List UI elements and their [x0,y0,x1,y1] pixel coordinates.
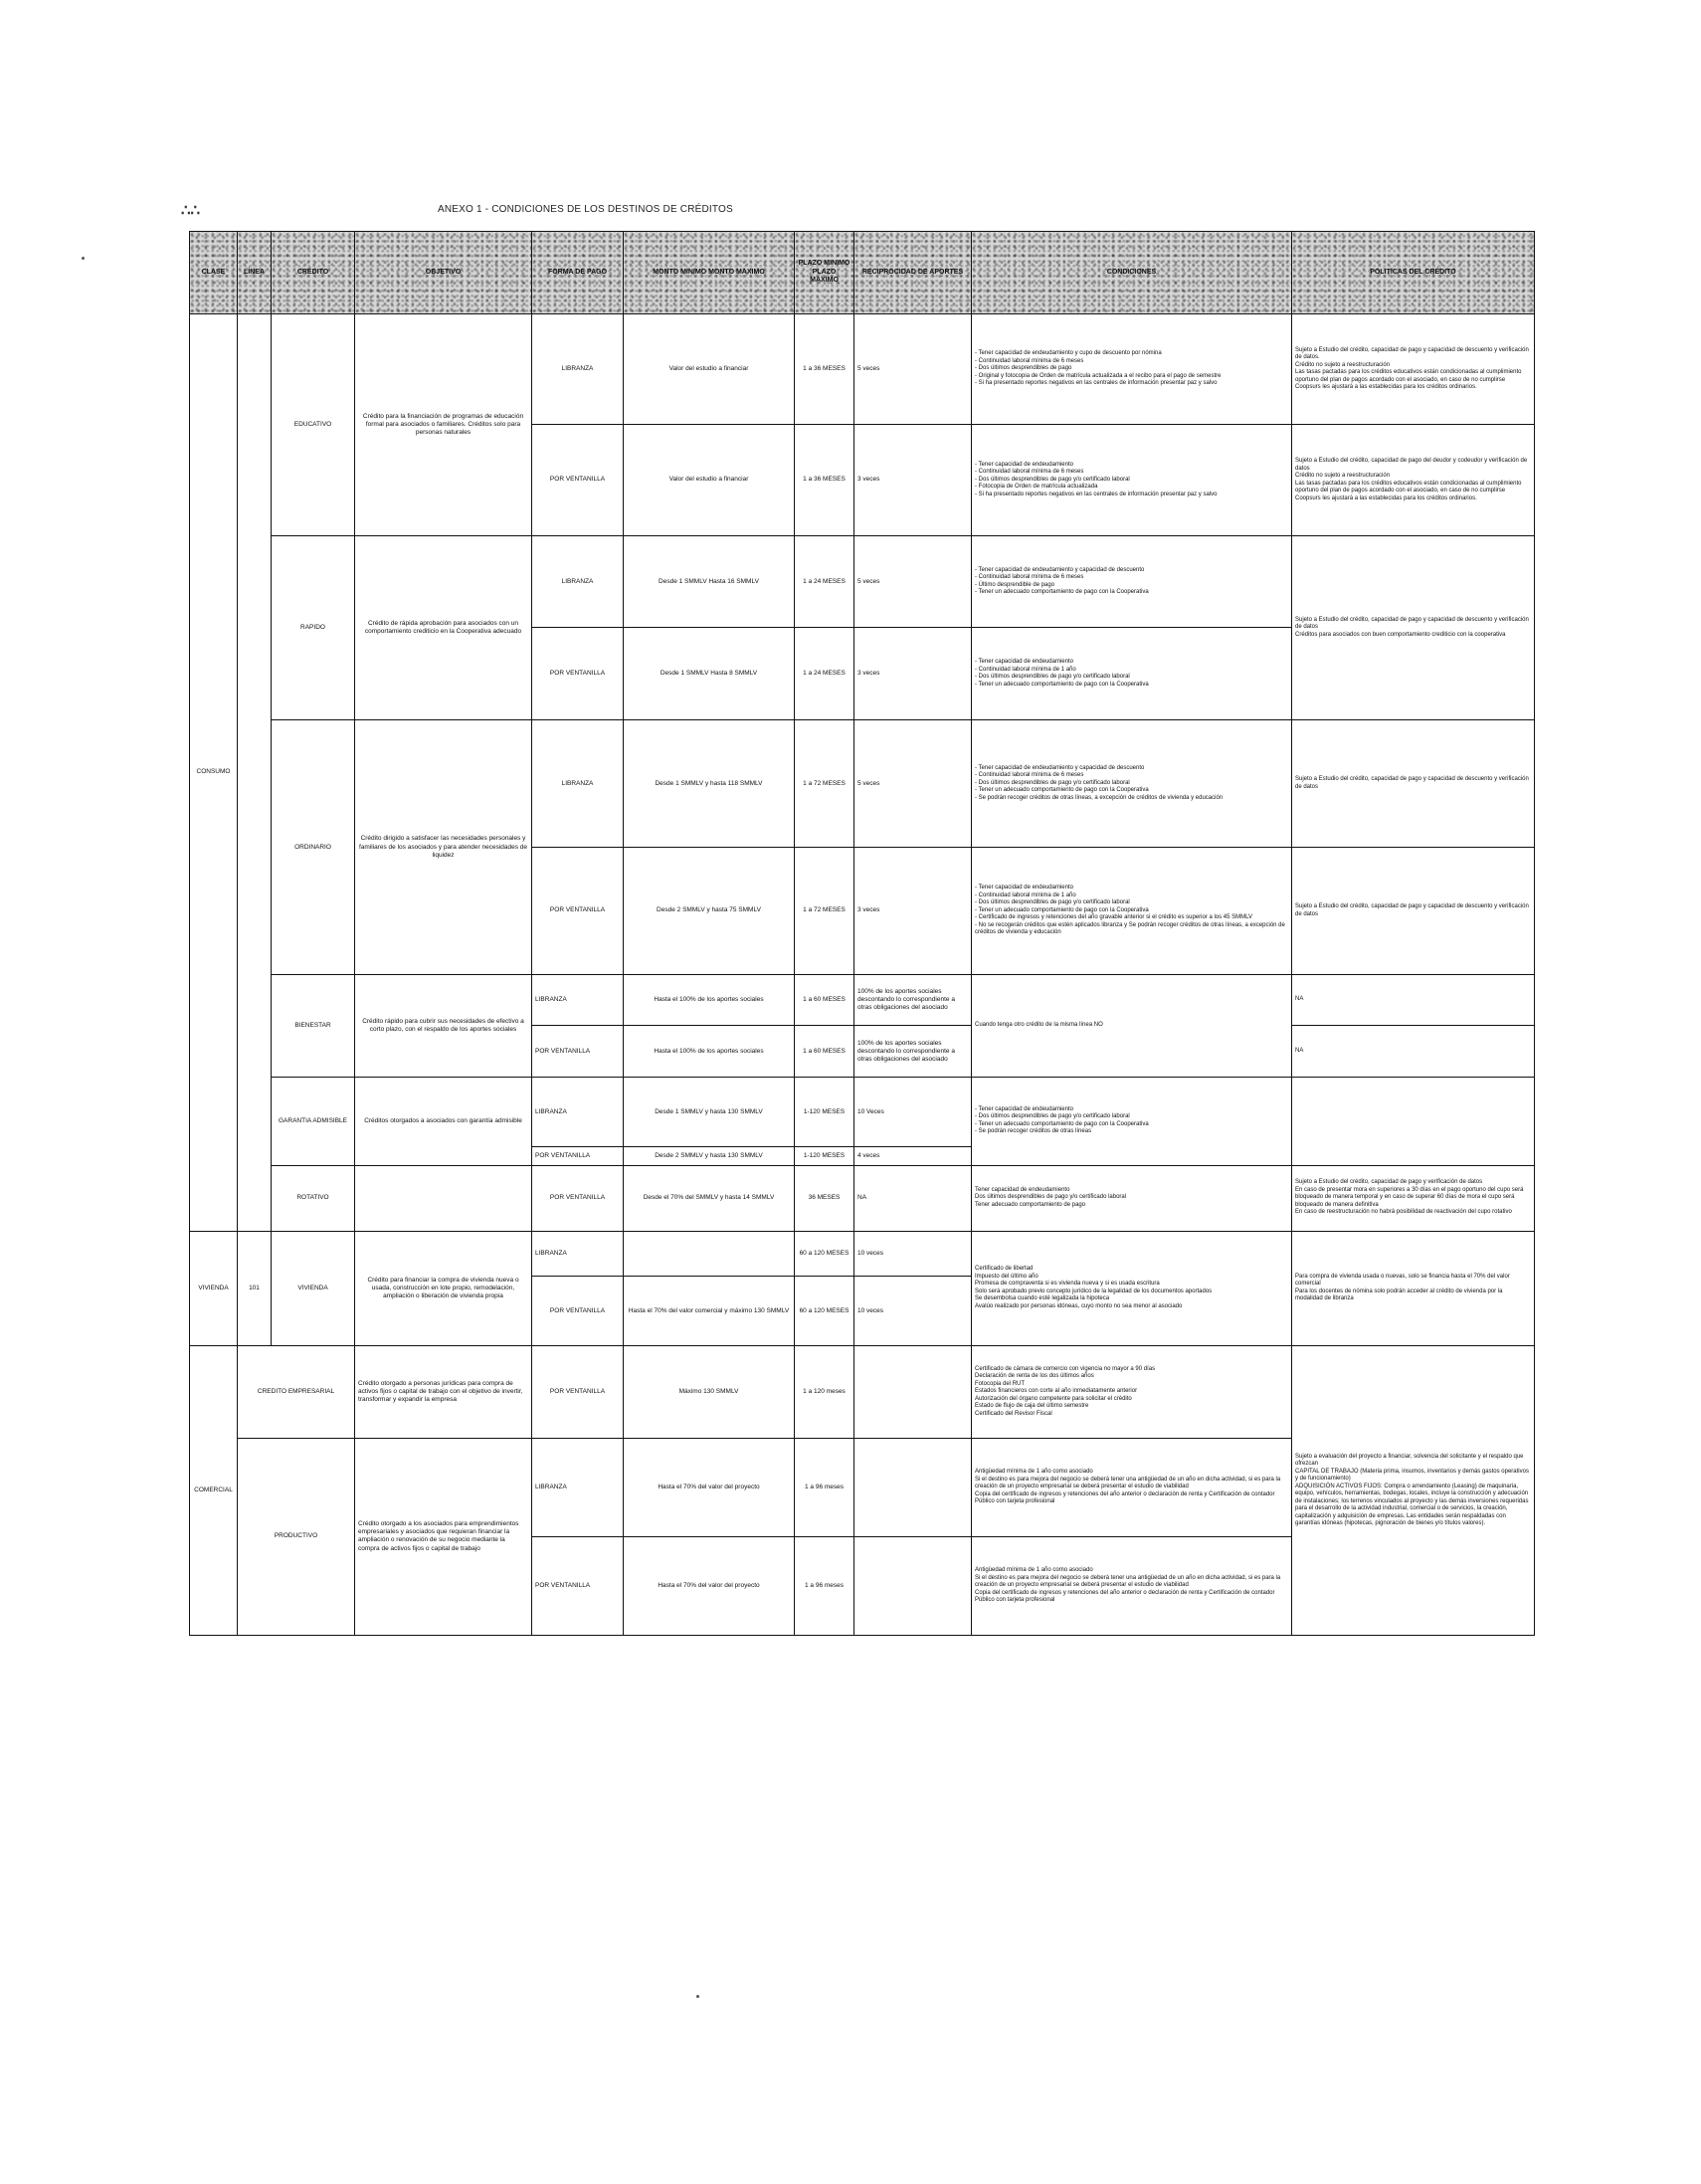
reciprocity [854,1536,972,1635]
payment-method: POR VENTANILLA [532,1277,624,1346]
conditions-cell: - Tener capacidad de endeudamiento - Continuidad laboral mínima de 6 meses - Dos últimos desprendibles de pago y/o certificado laboral - Fotocopia de Orden de matrícula actualizada - Si ha presentado reportes negativos en las centrales de información presentar paz y salvo [972,425,1292,535]
reciprocity [854,1438,972,1536]
policies-cell: Sujeto a evaluación del proyecto a financiar, solvencia del solicitante y el respaldo que ofrezcan CAPITAL DE TRABAJO (Materia prima, insumos, inventarios y demás gastos operativos y de funcionamiento) ADQUISICIÓN ACTIVOS FIJOS: Compra o arrendamiento (Leasing) de maquinaria, equipo, vehículos, herramientas, bodegas, locales, incluye la construcción y adecuación de instalaciones; los terrenos vinculados al proyecto y las demás inversiones requeridas para el desarrollo de la actividad industrial, comercial o de servicios, la creación, capitalización y adquisición de empresas. Las entidades serán respaldadas con garantías idóneas (hipotecas, pignoración de bienes y/o títulos valores). [1292,1346,1535,1636]
policies-cell [1292,1078,1535,1166]
credit-ordinario: ORDINARIO [272,720,355,975]
reciprocity: NA [854,1165,972,1231]
amount-range: Hasta el 70% del valor comercial y máximo 130 SMMLV [624,1277,795,1346]
payment-method: LIBRANZA [532,720,624,848]
credit-rapido: RAPIDO [272,535,355,720]
objective-cell: Crédito otorgado a los asociados para emprendimientos empresariales y asociados que requieran financiar la ampliación o renovación de su negocio mediante la compra de activos fijos o capital de trabajo [355,1438,532,1635]
table-row [190,314,1535,425]
conditions-cell: Cuando tenga otro crédito de la misma línea NO [972,974,1292,1077]
objective-cell: Crédito para la financiación de programas de educación formal para asociados o familiares. Créditos solo para personas naturales [355,314,532,536]
payment-method: POR VENTANILLA [532,1165,624,1231]
class-vivienda: VIVIENDA [190,1231,238,1345]
credit-conditions-table [189,231,1535,1636]
term-range: 1-120 MESES [795,1147,854,1166]
header-clase: CLASE [190,232,238,314]
header-forma-pago: FORMA DE PAGO [532,232,624,314]
payment-method: POR VENTANILLA [532,1147,624,1166]
payment-method: POR VENTANILLA [532,1026,624,1078]
policies-cell: NA [1292,974,1535,1026]
header-monto: MONTO MINIMO MONTO MAXIMO [624,232,795,314]
amount-range: Valor del estudio a financiar [624,314,795,425]
term-range: 1 a 96 meses [795,1536,854,1635]
amount-range [624,1231,795,1276]
header-condiciones: CONDICIONES [972,232,1292,314]
payment-method: LIBRANZA [532,1438,624,1536]
conditions-cell: - Tener capacidad de endeudamiento y capacidad de descuento - Continuidad laboral mínima de 6 meses - Último desprendible de pago - Tener un adecuado comportamiento de pago con la Cooperativa [972,535,1292,628]
term-range: 60 a 120 MESES [795,1277,854,1346]
policies-cell: Sujeto a Estudio del crédito, capacidad de pago y capacidad de descuento y verificación de datos [1292,720,1535,848]
term-range: 60 a 120 MESES [795,1231,854,1276]
credit-educativo: EDUCATIVO [272,314,355,536]
term-range: 1 a 96 meses [795,1438,854,1536]
payment-method: POR VENTANILLA [532,628,624,720]
conditions-cell: - Tener capacidad de endeudamiento - Continuidad laboral mínima de 1 año - Dos últimos desprendibles de pago y/o certificado laboral - Tener un adecuado comportamiento de pago con la Cooperativa [972,628,1292,720]
scan-speck [696,1995,699,1998]
conditions-cell: - Tener capacidad de endeudamiento - Dos últimos desprendibles de pago y/o certificado laboral - Tener un adecuado comportamiento de pago con la Cooperativa - Se podrán recoger créditos de otras líneas [972,1078,1292,1166]
credit-garantia-admisible: GARANTIA ADMISIBLE [272,1078,355,1166]
conditions-cell: Certificado de cámara de comercio con vigencia no mayor a 90 días Declaración de renta de los dos últimos años Fotocopia del RUT Estados financieros con corte al año inmediatamente anterior Autorización del órgano competente para solicitar el crédito Estado de flujo de caja del último semestre Certificado del Revisor Fiscal [972,1346,1292,1439]
term-range: 1 a 72 MESES [795,720,854,848]
objective-cell: Crédito de rápida aprobación para asociados con un comportamiento crediticio en la Cooperativa adecuado [355,535,532,720]
term-range: 1 a 36 MESES [795,314,854,425]
term-range: 1 a 60 MESES [795,1026,854,1078]
linea-cell [238,314,272,1232]
table-row [190,535,1535,628]
table-row [190,1346,1535,1439]
document-title: ANEXO 1 - CONDICIONES DE LOS DESTINOS DE CRÉDITOS [438,204,733,215]
table-row [190,720,1535,848]
policies-cell: Sujeto a Estudio del crédito, capacidad de pago y verificación de datos En caso de presentar mora en superiores a 30 días en el pago oportuno del cupo será bloqueado de manera temporal y en caso de superar 60 días de mora el cupo será bloqueado de manera definitiva En caso de reestructuración no habrá posibilidad de reactivación del cupo rotativo [1292,1165,1535,1231]
reciprocity: 4 veces [854,1147,972,1166]
header-linea: LÍNEA [238,232,272,314]
class-consumo: CONSUMO [190,314,238,1232]
term-range: 1 a 36 MESES [795,425,854,535]
objective-cell: Crédito rápido para cubrir sus necesidades de efectivo a corto plazo, con el respaldo de los aportes sociales [355,974,532,1077]
reciprocity: 10 veces [854,1277,972,1346]
conditions-cell: - Tener capacidad de endeudamiento y cupo de descuento por nómina - Continuidad laboral mínima de 6 meses - Dos últimos desprendibles de pago - Original y fotocopia de Orden de matrícula actualizada a el recibo para el pago de semestre - Si ha presentado reportes negativos en las centrales de información presentar paz y salvo [972,314,1292,425]
amount-range: Desde 1 SMMLV Hasta 8 SMMLV [624,628,795,720]
table-row [190,1078,1535,1147]
header-politicas: POLITICAS DEL CRÉDITO [1292,232,1535,314]
payment-method: LIBRANZA [532,1231,624,1276]
amount-range: Valor del estudio a financiar [624,425,795,535]
conditions-cell: Tener capacidad de endeudamiento Dos últimos desprendibles de pago y/o certificado laboral Tener adecuado comportamiento de pago [972,1165,1292,1231]
policies-cell: Sujeto a Estudio del crédito, capacidad de pago y capacidad de descuento y verificación de datos Créditos para asociados con buen comportamiento crediticio con la cooperativa [1292,535,1535,720]
credit-productivo: PRODUCTIVO [238,1438,355,1635]
reciprocity: 3 veces [854,628,972,720]
objective-cell: Créditos otorgados a asociados con garantía admisible [355,1078,532,1166]
amount-range: Desde 1 SMMLV y hasta 130 SMMLV [624,1078,795,1147]
objective-cell: Crédito para financiar la compra de vivienda nueva o usada, construcción en lote propio, remodelación, ampliación o liberación de vivienda propia [355,1231,532,1345]
policies-cell: Sujeto a Estudio del crédito, capacidad de pago del deudor y codeudor y verificación de datos Crédito no sujeto a reestructuración Las tasas pactadas para los créditos educativos están condicionadas al cumplimiento oportuno del plan de pagos acordado con el asociado, en caso de no cumplirse Coopsurs les ajustará a las establecidas para los créditos ordinarios. [1292,425,1535,535]
payment-method: POR VENTANILLA [532,1536,624,1635]
amount-range: Desde 2 SMMLV y hasta 75 SMMLV [624,848,795,975]
reciprocity [854,1346,972,1439]
reciprocity: 10 veces [854,1231,972,1276]
table-header-row [190,232,1535,314]
header-credito: CRÉDITO [272,232,355,314]
linea-vivienda: 101 [238,1231,272,1345]
amount-range: Desde 2 SMMLV y hasta 130 SMMLV [624,1147,795,1166]
credit-rotativo: ROTATIVO [272,1165,355,1231]
payment-method: LIBRANZA [532,1078,624,1147]
conditions-cell: Antigüedad mínima de 1 año como asociado Si el destino es para mejora del negocio se deberá tener una antigüedad de un año en dicha actividad, si es para la creación de un proyecto empresarial se deberá presentar el estudio de viabilidad Copia del certificado de ingresos y retenciones del año anterior o declaración de renta y Certificación de contador Público con tarjeta profesional [972,1438,1292,1536]
policies-cell: NA [1292,1026,1535,1078]
policies-cell: Para compra de vivienda usada o nuevas, solo se financia hasta el 70% del valor comercial Para los docentes de nómina solo podrán acceder al crédito de vivienda por la modalidad de libranza [1292,1231,1535,1345]
header-reciprocidad: RECIPROCIDAD DE APORTES [854,232,972,314]
term-range: 36 MESES [795,1165,854,1231]
amount-range: Desde 1 SMMLV y hasta 118 SMMLV [624,720,795,848]
reciprocity: 100% de los aportes sociales descontando lo correspondiente a otras obligaciones del asociado [854,974,972,1026]
reciprocity: 5 veces [854,535,972,628]
header-objetivo: OBJETIVO [355,232,532,314]
amount-range: Máximo 130 SMMLV [624,1346,795,1439]
amount-range: Desde el 70% del SMMLV y hasta 14 SMMLV [624,1165,795,1231]
payment-method: LIBRANZA [532,974,624,1026]
objective-cell: Crédito dirigido a satisfacer las necesidades personales y familiares de los asociados y para atender necesidades de liquidez [355,720,532,975]
credit-empresarial: CREDITO EMPRESARIAL [238,1346,355,1439]
scan-corner-mark: ∴∴ [181,202,201,219]
amount-range: Hasta el 100% de los aportes sociales [624,1026,795,1078]
amount-range: Hasta el 100% de los aportes sociales [624,974,795,1026]
conditions-cell: Antigüedad mínima de 1 año como asociado Si el destino es para mejora del negocio se deberá tener una antigüedad de un año en dicha actividad, si es para la creación de un proyecto empresarial se deberá presentar el estudio de viabilidad Copia del certificado de ingresos y retenciones del año anterior o declaración de renta y Certificación de contador Público con tarjeta profesional [972,1536,1292,1635]
amount-range: Desde 1 SMMLV Hasta 16 SMMLV [624,535,795,628]
objective-cell: Crédito otorgado a personas jurídicas para compra de activos fijos o capital de trabajo con el objetivo de invertir, transformar y expandir la empresa [355,1346,532,1439]
table-row [190,1165,1535,1231]
reciprocity: 5 veces [854,314,972,425]
conditions-cell: - Tener capacidad de endeudamiento y capacidad de descuento - Continuidad laboral mínima de 6 meses - Dos últimos desprendibles de pago y/o certificado laboral - Tener un adecuado comportamiento de pago con la Cooperativa - Se podrán recoger créditos de otras líneas, a excepción de créditos de vivienda y educación [972,720,1292,848]
term-range: 1-120 MESES [795,1078,854,1147]
reciprocity: 100% de los aportes sociales descontando lo correspondiente a otras obligaciones del asociado [854,1026,972,1078]
table-row [190,1231,1535,1276]
credit-bienestar: BIENESTAR [272,974,355,1077]
reciprocity: 10 Veces [854,1078,972,1147]
amount-range: Hasta el 70% del valor del proyecto [624,1536,795,1635]
payment-method: LIBRANZA [532,314,624,425]
amount-range: Hasta el 70% del valor del proyecto [624,1438,795,1536]
term-range: 1 a 60 MESES [795,974,854,1026]
conditions-cell: Certificado de libertad Impuesto del último año Promesa de compraventa si es vivienda nueva y si es usada escritura Solo será aprobado previo concepto jurídico de la legalidad de los documentos aportados Se desembolsa cuando esté legalizada la hipoteca Avalúo realizado por personas idóneas, cuyo monto no sea menor al asociado [972,1231,1292,1345]
payment-method: POR VENTANILLA [532,848,624,975]
policies-cell: Sujeto a Estudio del crédito, capacidad de pago y capacidad de descuento y verificación de datos [1292,848,1535,975]
policies-cell: Sujeto a Estudio del crédito, capacidad de pago y capacidad de descuento y verificación de datos. Crédito no sujeto a reestructuración Las tasas pactadas para los créditos educativos están condicionadas al cumplimiento oportuno del plan de pagos acordado con el asociado, en caso de no cumplirse Coopsurs les ajustará a las establecidas para los créditos ordinarios. [1292,314,1535,425]
objective-cell [355,1165,532,1231]
term-range: 1 a 24 MESES [795,535,854,628]
reciprocity: 3 veces [854,425,972,535]
reciprocity: 3 veces [854,848,972,975]
term-range: 1 a 72 MESES [795,848,854,975]
reciprocity: 5 veces [854,720,972,848]
payment-method: POR VENTANILLA [532,1346,624,1439]
term-range: 1 a 24 MESES [795,628,854,720]
conditions-cell: - Tener capacidad de endeudamiento - Continuidad laboral mínima de 1 año - Dos últimos desprendibles de pago y/o certificado laboral - Tener un adecuado comportamiento de pago con la Cooperativa - Certificado de ingresos y retenciones del año gravable anterior si el crédito es superior a los 45 SMMLV - No se recogerán créditos que estén aplicados libranza y Se podrán recoger créditos de otras líneas, a excepción de créditos de vivienda y educación [972,848,1292,975]
scan-speck [82,257,85,260]
header-plazo: PLAZO MINIMO PLAZO MAXIMO [795,232,854,314]
credit-vivienda: VIVIENDA [272,1231,355,1345]
table-row [190,974,1535,1026]
class-comercial: COMERCIAL [190,1346,238,1636]
term-range: 1 a 120 meses [795,1346,854,1439]
payment-method: LIBRANZA [532,535,624,628]
payment-method: POR VENTANILLA [532,425,624,535]
